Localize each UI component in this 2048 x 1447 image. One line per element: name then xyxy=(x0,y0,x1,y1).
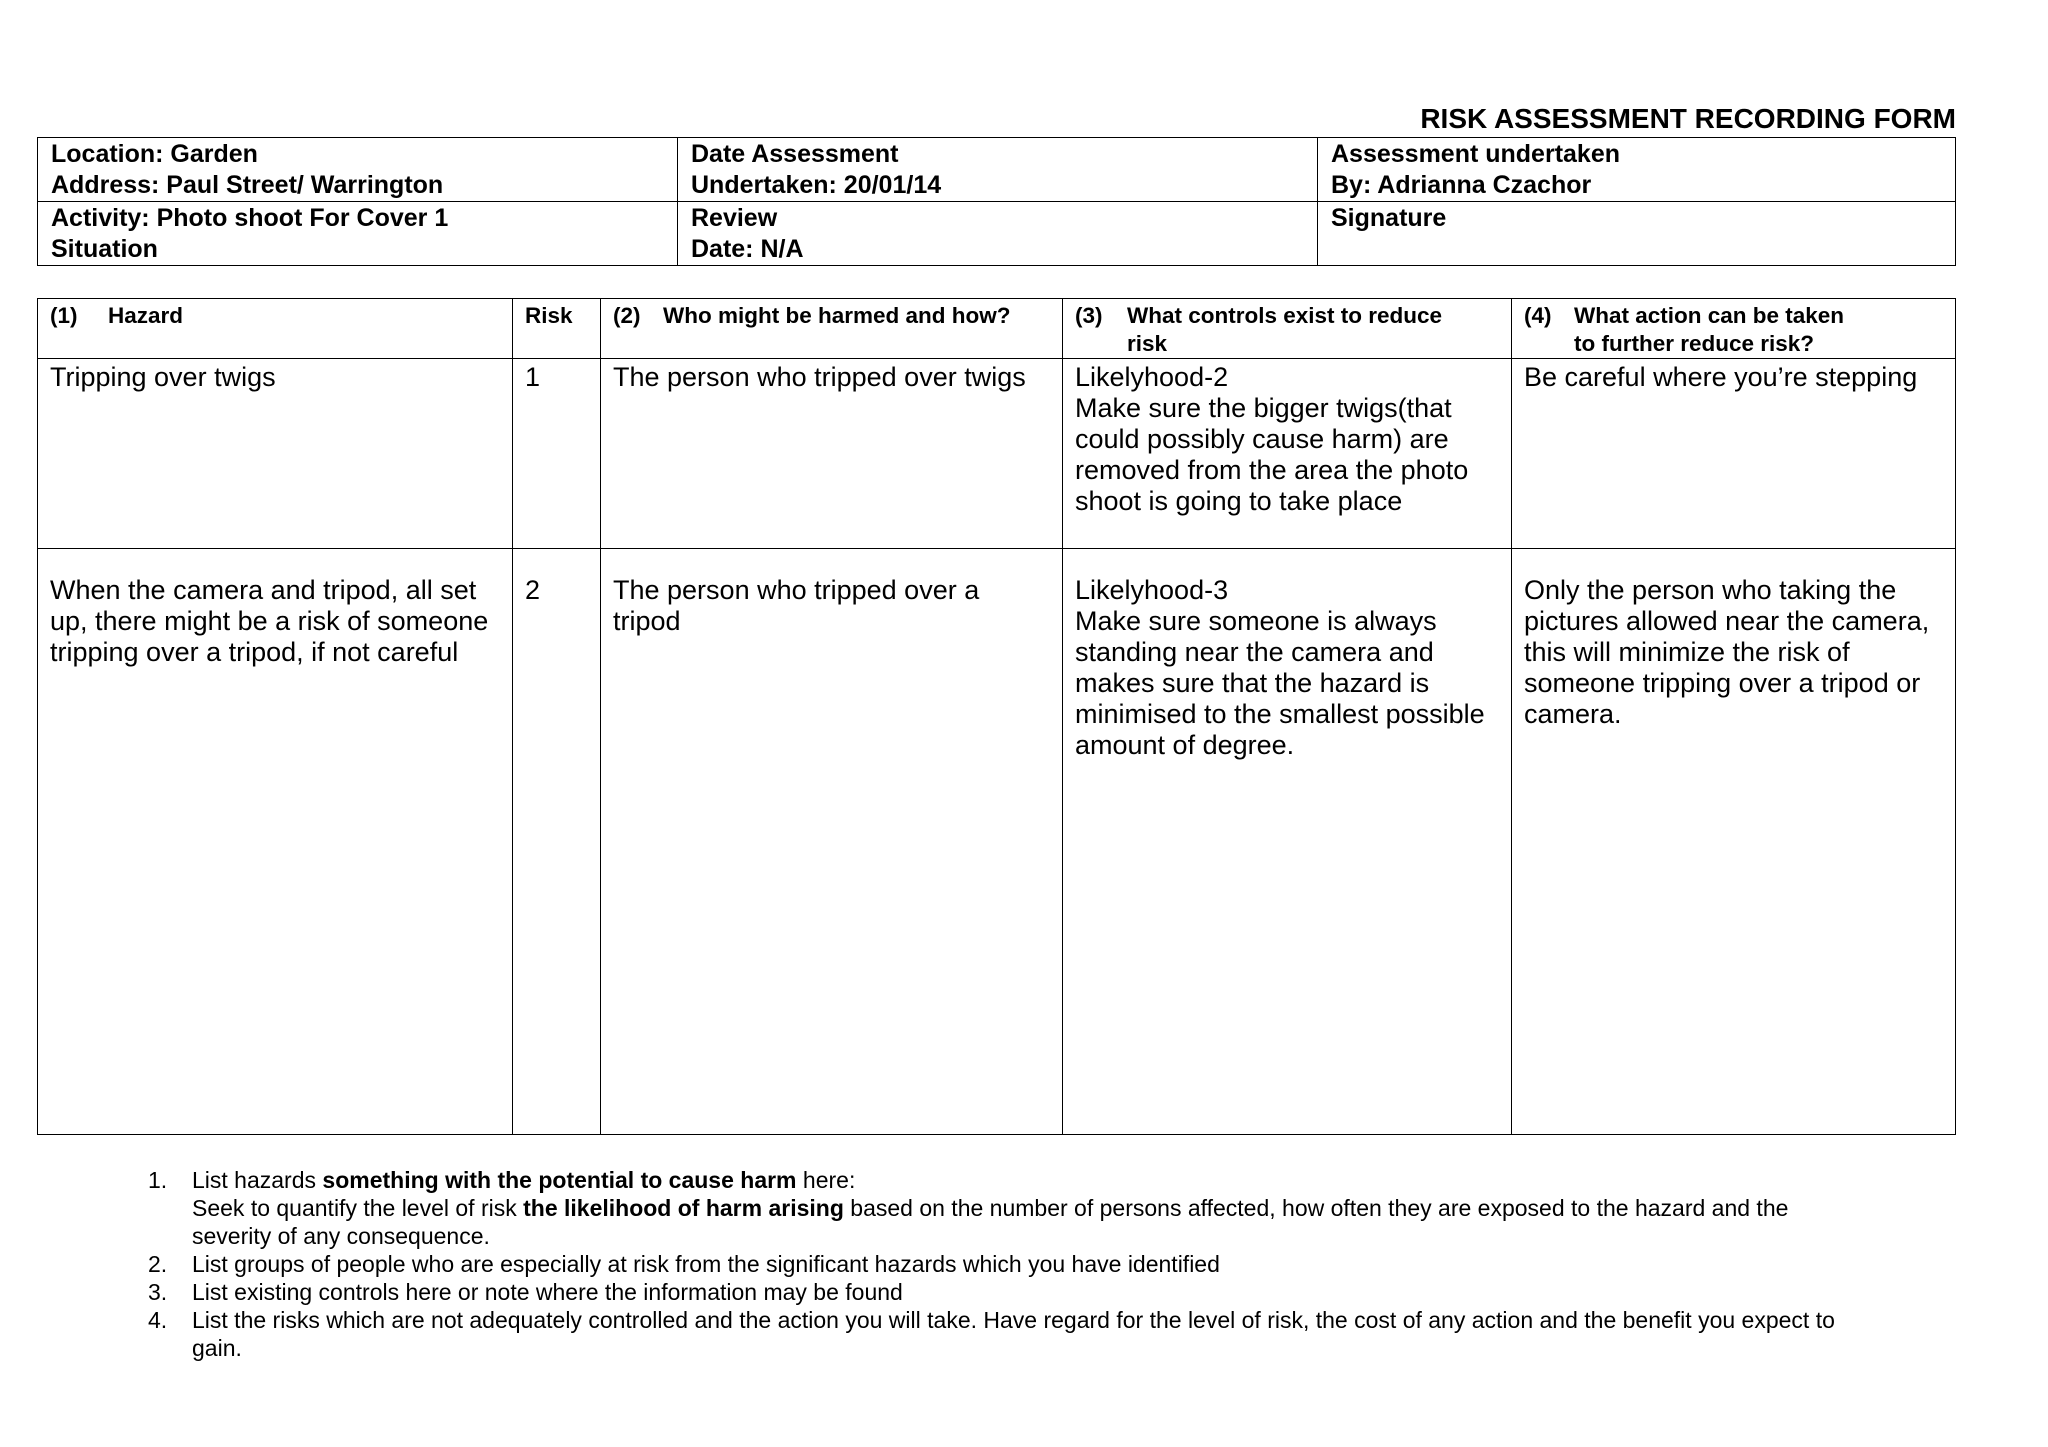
form-title: RISK ASSESSMENT RECORDING FORM xyxy=(1420,103,1956,134)
action-cell: Only the person who taking the pictures allowed near the camera, this will minimize the risk of someone tripping over a tripod or camera. xyxy=(1512,549,1956,1135)
who-cell: The person who tripped over a tripod xyxy=(601,549,1063,1135)
assessment-undertaken-label: Assessment undertaken xyxy=(1331,140,1621,168)
header-row-1 xyxy=(38,138,1956,202)
signature-cell xyxy=(1318,202,1956,266)
table-row xyxy=(38,359,1956,549)
note-item: 4. List the risks which are not adequately controlled and the action you will take. Have regard for the level of risk, the cost of any action and the benefit you expect to gain. xyxy=(148,1307,1835,1361)
header-table xyxy=(37,137,1956,266)
location-cell xyxy=(38,138,678,202)
controls-cell: Likelyhood-2 Make sure the bigger twigs(that could possibly cause harm) are removed from the area the photo shoot is going to take place xyxy=(1063,359,1512,549)
situation-label: Situation xyxy=(51,235,158,263)
location-label: Location: Garden xyxy=(51,140,258,168)
assessed-by-label: By: Adrianna Czachor xyxy=(1331,171,1592,199)
signature-label: Signature xyxy=(1331,204,1447,232)
risk-column-header: Risk xyxy=(513,299,601,359)
note-item: 3. List existing controls here or note where the information may be found xyxy=(148,1279,903,1305)
review-cell xyxy=(678,202,1318,266)
note-item: 2. List groups of people who are especially at risk from the significant hazards which you have identified xyxy=(148,1251,1220,1277)
table-row xyxy=(38,549,1956,1135)
date-assessment-cell xyxy=(678,138,1318,202)
hazard-cell: When the camera and tripod, all set up, there might be a risk of someone tripping over a tripod, if not careful xyxy=(38,549,513,1135)
address-label: Address: Paul Street/ Warrington xyxy=(51,171,444,199)
header-row-2 xyxy=(38,202,1956,266)
date-assessment-label: Date Assessment xyxy=(691,140,899,168)
undertaken-date-label: Undertaken: 20/01/14 xyxy=(691,171,942,199)
who-cell: The person who tripped over twigs xyxy=(601,359,1063,549)
hazard-cell: Tripping over twigs xyxy=(38,359,513,549)
action-column-header: (4) What action can be taken to further reduce risk? xyxy=(1512,299,1956,359)
controls-cell: Likelyhood-3 Make sure someone is always standing near the camera and makes sure that the hazard is minimised to the smallest possible amount of degree. xyxy=(1063,549,1512,1135)
action-cell: Be careful where you’re stepping xyxy=(1512,359,1956,549)
who-column-header: (2) Who might be harmed and how? xyxy=(601,299,1063,359)
risk-table xyxy=(37,298,1956,1135)
review-label: Review xyxy=(691,204,778,232)
table-header-row xyxy=(38,299,1956,359)
activity-label: Activity: Photo shoot For Cover 1 xyxy=(51,204,449,232)
review-date-label: Date: N/A xyxy=(691,235,804,263)
notes-list xyxy=(148,1166,1958,1362)
risk-cell: 2 xyxy=(513,549,601,1135)
activity-cell xyxy=(38,202,678,266)
controls-column-header: (3) What controls exist to reduce risk xyxy=(1063,299,1512,359)
assessor-cell xyxy=(1318,138,1956,202)
risk-cell: 1 xyxy=(513,359,601,549)
hazard-column-header: (1) Hazard xyxy=(38,299,513,359)
note-item: 1. List hazards something with the potential to cause harm here: Seek to quantify the level of risk the likelihood of harm arising based on the number of persons affected, how often they are exposed to the hazard and the severity of any consequence. xyxy=(148,1167,1789,1249)
